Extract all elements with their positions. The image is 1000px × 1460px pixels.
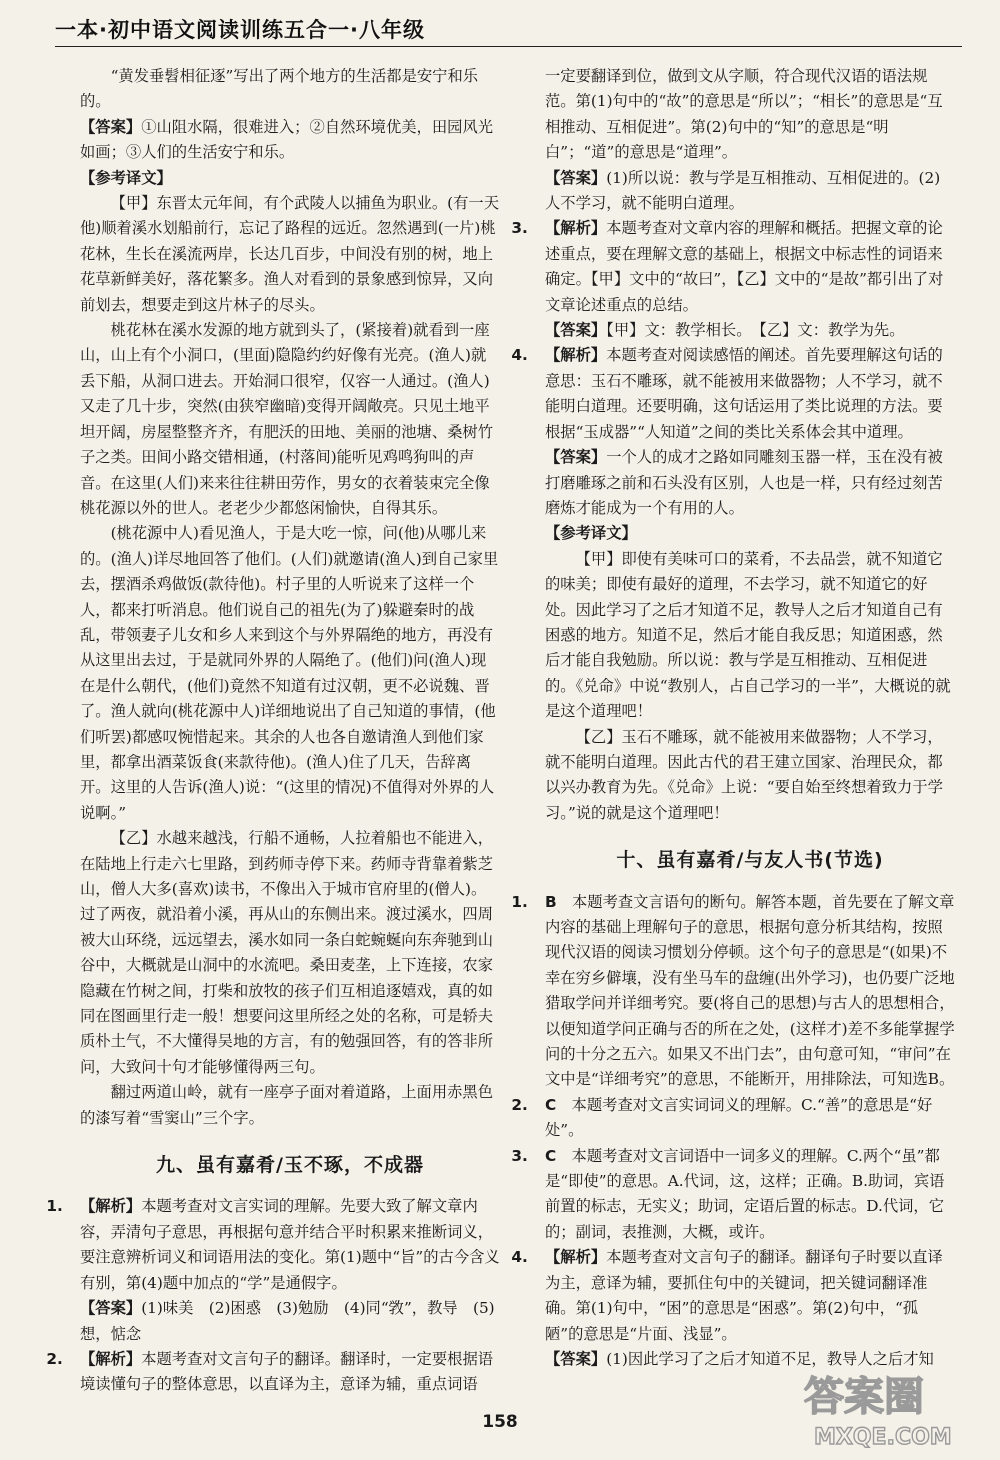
question-number: 4. [511, 346, 528, 365]
paragraph: 【甲】东晋太元年间，有个武陵人以捕鱼为职业。(有一天他)顺着溪水划船前行，忘记了路程的远近。忽然遇到(一片)桃花林，生长在溪流两岸，长达几百步，中间没有别的树，地上花草新鲜美好，落花繁多。渔人对看到的景象感到惊异，又向前划去，想要走到这片林子的尽头。 [80, 194, 499, 314]
analysis-tag: 【解析】 [80, 1197, 142, 1216]
choice-letter: C [545, 1095, 557, 1114]
watermark-logo [800, 1360, 990, 1452]
watermark-url: MXQE.COM [814, 1425, 952, 1450]
answer-tag: 【答案】 [545, 448, 607, 467]
answer-block [545, 318, 955, 343]
paragraph: “黄发垂髫相征逐”写出了两个地方的生活都是安宁和乐的。 [80, 67, 479, 111]
paragraph: 【乙】水越来越浅，行船不通畅，人拉着船也不能进入，在陆地上行走六七里路，到药师寺停下来。药师寺背靠着紫芝山，僧人大多(喜欢)读书，不像出入于城市官府里的(僧人)。过了两夜，就沿着小溪，再从山的东侧出来。渡过溪水，四周被大山环绕，远远望去，溪水如同一条白蛇蜿蜒向东奔驰到山谷中，大概就是山洞中的水流吧。桑田麦垄，上下连接，农家隐藏在竹树之间，打柴和放牧的孩子们互相追逐嬉戏，真的如同在图画里行走一般！想要问这里所经之处的名称，可是轿夫质朴土气，不大懂得吴地的方言，有的勉强回答，有的答非所问，大致问十句才能够懂得两三句。 [80, 829, 494, 1076]
question-item [46, 1194, 500, 1296]
analysis-text: 本题考查对文言实词的理解。先要大致了解文章内容，弄清句子意思，再根据句意并结合平时积累来推断词义，要注意辨析词义和词语用法的变化。第(1)题中“旨”的古今含义有别，第(4)题中加点的“学”是通假字。 [80, 1197, 500, 1292]
answer-text: 一个人的成才之路如同雕刻玉器一样，玉在没有被打磨雕琢之前和石头没有区别，人也是一样，只有经过刻苦磨炼才能成为一个有用的人。 [545, 448, 943, 517]
question-item [511, 1245, 955, 1347]
question-item [511, 216, 955, 318]
analysis-text: 本题考查对文言句子的翻译。翻译句子时要以直译为主，意译为辅，要抓住句中的关键词，把关键词翻译准确。第(1)句中，“困”的意思是“困惑”。第(2)句中，“孤陋”的意思是“片面、浅显”。 [545, 1248, 943, 1343]
analysis-tag: 【解析】 [545, 1248, 607, 1267]
running-header: 一本·初中语文阅读训练五合一·八年级 [55, 18, 425, 42]
analysis-tag: 【解析】 [545, 346, 607, 365]
answer-tag: 【答案】 [545, 321, 607, 340]
question-item [511, 890, 955, 1093]
reference-translation-tag: 【参考译文】 [80, 168, 172, 187]
header-rule [55, 46, 962, 47]
paragraph: 【甲】即使有美味可口的菜肴，不去品尝，就不知道它的味美；即使有最好的道理，不去学习，就不知道它的好处。因此学习了之后才知道不足，教导人之后才知道自己有困惑的地方。知道不足，然后才能自我反思；知道困惑，然后才能自我勉励。所以说：教与学是互相推动、互相促进的。《兑命》中说“教别人，占自己学习的一半”，大概说的就是这个道理吧！ [545, 549, 951, 721]
answer-block [545, 166, 955, 217]
answer-tag: 【答案】 [80, 1299, 142, 1318]
answer-text: (1)味美 (2)困惑 (3)勉励 (4)同“敩”，教导 (5)想，惦念 [80, 1299, 495, 1343]
question-item [511, 1093, 955, 1144]
analysis-tag: 【解析】 [80, 1349, 142, 1368]
right-column [511, 64, 955, 1372]
analysis-text: 本题考查对文言实词词义的理解。C.“善”的意思是“好处”。 [545, 1095, 933, 1140]
analysis-text: 本题考查文言语句的断句。解答本题，首先要在了解文章内容的基础上理解句子的意思，根据句意分析其结构，按照现代汉语的阅读习惯划分停顿。这个句子的意思是“(如果)不幸在穷乡僻壤，没有坐马车的盘缠(出外学习)，也仍要广泛地猎取学问并详细考究。要(将自己的思想)与古人的思想相合，以便知道学问正确与否的所在之处，(这样才)差不多能掌握学问的十分之五六。如果又不出门去”，由句意可知，“审问”在文中是“详细考究”的意思，不能断开，用排除法，可知选B。 [545, 892, 955, 1089]
paragraph: 翻过两道山岭，就有一座亭子面对着道路，上面用赤黑色的漆写着“雪窦山”三个字。 [80, 1083, 494, 1127]
watermark-text: 答案圈 [804, 1374, 924, 1420]
question-item [511, 343, 955, 445]
left-column [46, 64, 500, 1398]
paragraph: 【乙】玉石不雕琢，就不能被用来做器物；人不学习，就不能明白道理。因此古代的君王建立国家、治理民众，都以兴办教育为先。《兑命》上说：“要自始至终想着致力于学习。”说的就是这个道理吧！ [545, 727, 943, 822]
answer-block [80, 1296, 500, 1347]
question-item [511, 1144, 955, 1246]
reference-translation-tag: 【参考译文】 [545, 524, 637, 543]
question-number: 4. [511, 1248, 528, 1267]
analysis-text: 本题考查对文言句子的翻译。翻译时，一定要根据语境读懂句子的整体意思，以直译为主，意译为辅，重点词语 [80, 1349, 494, 1394]
paragraph: 桃花林在溪水发源的地方就到头了，(紧接着)就看到一座山，山上有个小洞口，(里面)隐隐约约好像有光亮。(渔人)就丢下船，从洞口进去。开始洞口很窄，仅容一人通过。(渔人)又走了几十步，突然(由狭窄幽暗)变得开阔敞亮。只见土地平坦开阔，房屋整整齐齐，有肥沃的田地、美丽的池塘、桑树竹子之类。田间小路交错相通，(村落间)能听见鸡鸣狗叫的声音。在这里(人们)来来往往耕田劳作，男女的衣着装束完全像桃花源以外的世人。老老少少都悠闲愉快，自得其乐。 [80, 321, 494, 517]
answer-tag: 【答案】 [545, 1349, 607, 1368]
answer-block [80, 115, 500, 166]
paragraph: 一定要翻译到位，做到文从字顺，符合现代汉语的语法规范。第(1)句中的“故”的意思是“所以”；“相长”的意思是“互相推动、互相促进”。第(2)句中的“知”的意思是“明白”；“道”的意思是“道理”。 [545, 67, 943, 162]
analysis-text: 本题考查对文章内容的理解和概括。把握文章的论述重点，要在理解文意的基础上，根据文中标志性的词语来确定。【甲】文中的“故曰”，【乙】文中的“是故”都引出了对文章论述重点的总结。 [545, 219, 944, 314]
answer-text: (1)因此学习了之后才知道不足，教导人之后才知 [606, 1349, 934, 1368]
question-number: 3. [511, 219, 528, 238]
answer-text: ①山阻水隔，很难进入；②自然环境优美，田园风光如画；③人们的生活安宁和乐。 [80, 117, 494, 162]
question-number: 2. [511, 1095, 528, 1114]
answer-tag: 【答案】 [545, 168, 607, 187]
analysis-tag: 【解析】 [545, 219, 607, 238]
answer-text: 【甲】文：教学相长。 【乙】文：教学为先。 [606, 321, 905, 340]
question-item [46, 1347, 500, 1398]
choice-letter: C [545, 1146, 557, 1165]
section-title: 十、虽有嘉肴/与友人书(节选) [616, 849, 884, 872]
page-number: 158 [482, 1412, 518, 1432]
answer-text: (1)所以说：教与学是互相推动、互相促进的。(2)人不学习，就不能明白道理。 [545, 168, 941, 213]
paragraph: (桃花源中人)看见渔人，于是大吃一惊，问(他)从哪儿来的。(渔人)详尽地回答了他们。(人们)就邀请(渔人)到自己家里去，摆酒杀鸡做饭(款待他)。村子里的人听说来了这样一个人，都来打听消息。他们说自己的祖先(为了)躲避秦时的战乱，带领妻子儿女和乡人来到这个与外界隔绝的地方，再没有从这里出去过，于是就同外界的人隔绝了。(他们)问(渔人)现在是什么朝代，(他们)竟然不知道有过汉朝，更不必说魏、晋了。渔人就向(桃花源中人)详细地说出了自己知道的事情，(他们听罢)都感叹惋惜起来。其余的人也各自邀请渔人到他们家里，都拿出酒菜饭食(来款待他)。(渔人)住了几天，告辞离开。这里的人告诉(渔人)说：“(这里的情况)不值得对外界的人说啊。” [80, 524, 499, 822]
question-number: 1. [46, 1197, 63, 1216]
section-title: 九、虽有嘉肴/玉不琢，不成器 [156, 1154, 424, 1177]
question-number: 3. [511, 1146, 528, 1165]
analysis-text: 本题考查对文言词语中一词多义的理解。C.两个“虽”都是“即使”的意思。A.代词，这，这样；正确。B.助词，宾语前置的标志，无实义；助词，定语后置的标志。D.代词，它的；副词，表推测，大概，或许。 [545, 1146, 945, 1241]
analysis-text: 本题考查对阅读感悟的阐述。首先要理解这句话的意思：玉石不雕琢，就不能被用来做器物；人不学习，就不能明白道理。还要明确，这句话运用了类比说理的方法。要根据“玉成器”“人知道”之间的类比关系体会其中道理。 [545, 346, 943, 441]
question-number: 1. [511, 892, 528, 911]
choice-letter: B [545, 892, 557, 911]
answer-block [545, 445, 955, 521]
answer-tag: 【答案】 [80, 117, 142, 136]
question-number: 2. [46, 1349, 63, 1368]
